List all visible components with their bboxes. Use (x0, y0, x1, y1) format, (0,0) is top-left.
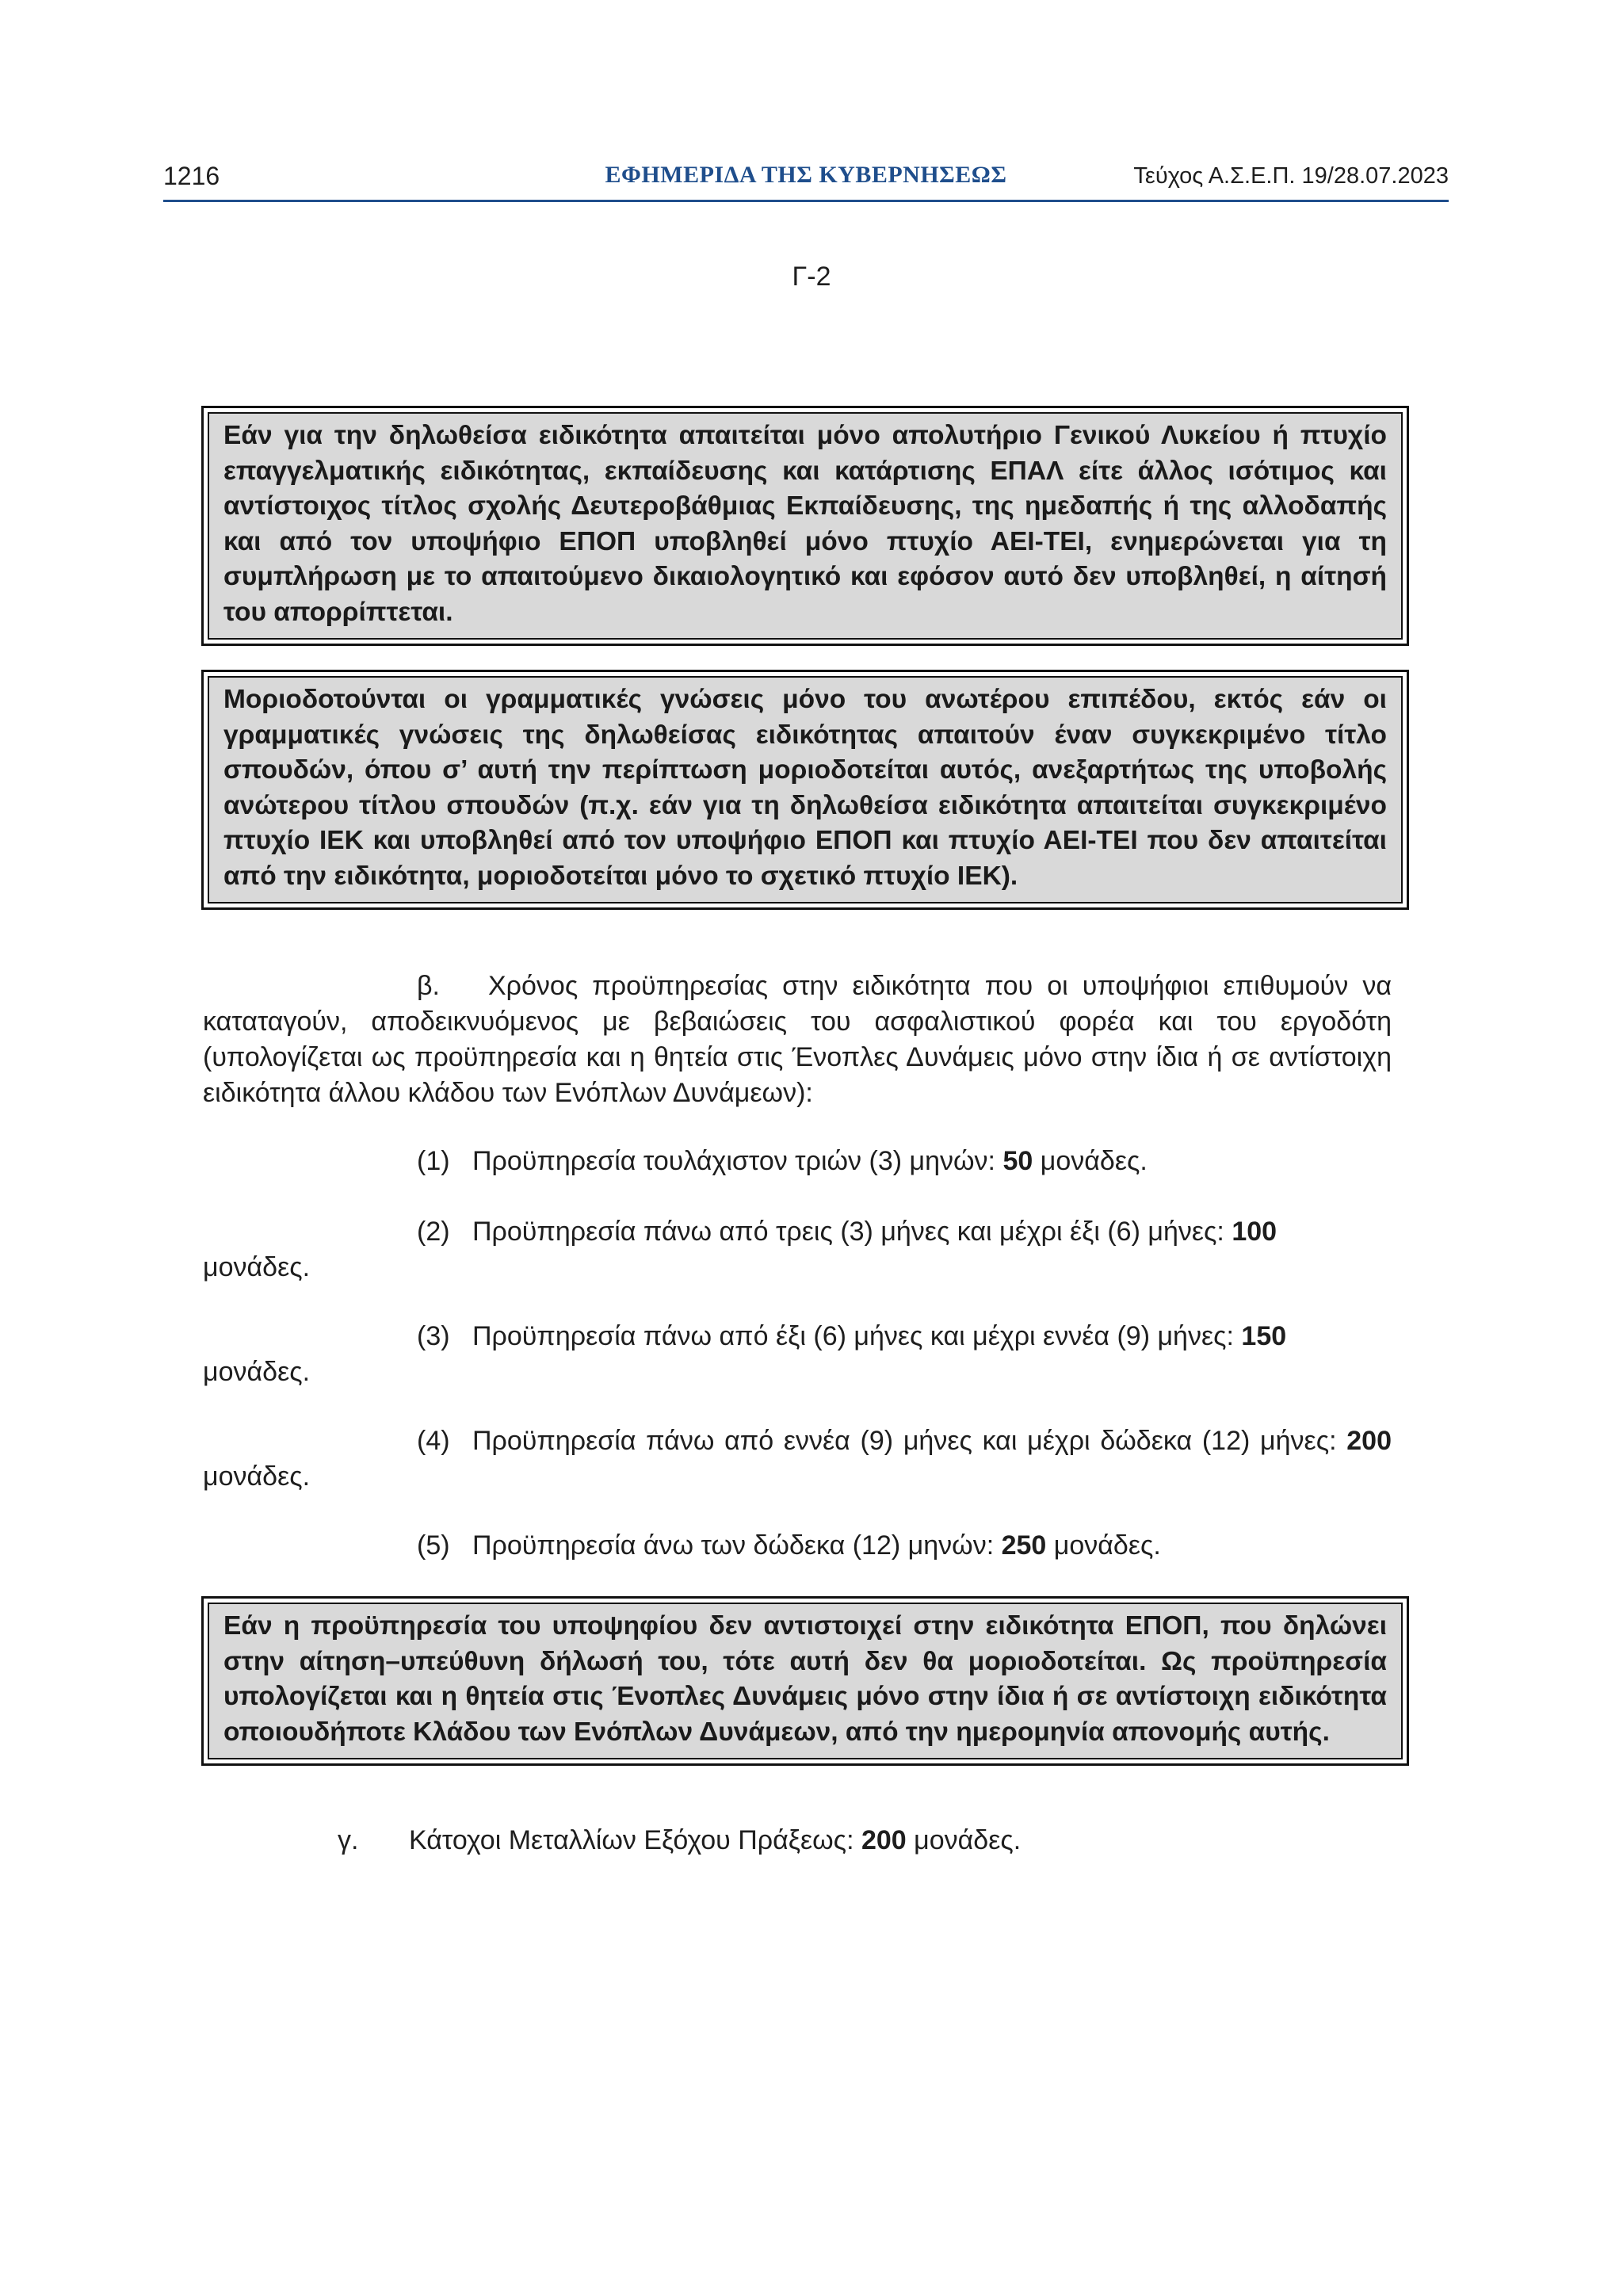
item-number: (4) (417, 1426, 450, 1456)
item-number: (1) (417, 1146, 450, 1176)
section-c-label: γ. (338, 1825, 359, 1855)
list-item-3: (3) Προϋπηρεσία πάνω από έξι (6) μήνες και μέχρι εννέα (9) μήνες: 150 μονάδες. (203, 1319, 1392, 1390)
list-item-5: (5) Προϋπηρεσία άνω των δώδεκα (12) μηνών: 250 μονάδες. (203, 1528, 1392, 1564)
item-points: 50 (1002, 1146, 1033, 1176)
note-box-3-text: Εάν η προϋπηρεσία του υποψηφίου δεν αντιστοιχεί στην ειδικότητα ΕΠΟΠ, που δηλώνει στην αίτηση–υπεύθυνη δήλωσή του, τότε αυτή δεν θα μοριοδοτείται. Ως προϋπηρεσία υπολογίζεται και η θητεία στις Ένοπλες Δυνάμεις μόνο στην ίδια ή σε αντίστοιχη ειδικότητα οποιουδήποτε Κλάδου των Ενόπλων Δυνάμεων, από την ημερομηνία απονομής αυτής. (208, 1603, 1403, 1759)
section-c: γ. Κάτοχοι Μεταλλίων Εξόχου Πράξεως: 200 μονάδες. (203, 1823, 1392, 1859)
section-b-text: Χρόνος προϋπηρεσίας στην ειδικότητα που οι υποψήφιοι επιθυμούν να καταταγούν, αποδεικνυόμενος με βεβαιώσεις του ασφαλιστικού φορέα και του εργοδότη (υπολογίζεται ως προϋπηρεσία και η θητεία στις Ένοπλες Δυνάμεις μόνο στην ίδια ή σε αντίστοιχη ειδικότητα άλλου κλάδου των Ενόπλων Δυνάμεων): (203, 971, 1392, 1108)
list-item-2: (2) Προϋπηρεσία πάνω από τρεις (3) μήνες και μέχρι έξι (6) μήνες: 100 μονάδες. (203, 1214, 1392, 1286)
item-points: 100 (1232, 1217, 1277, 1247)
note-box-2-text: Μοριοδοτούνται οι γραμματικές γνώσεις μόνο του ανωτέρου επιπέδου, εκτός εάν οι γραμματικές γνώσεις της δηλωθείσας ειδικότητας απαιτούν έναν συγκεκριμένο τίτλο σπουδών, όπου σ’ αυτή την περίπτωση μοριοδοτείται αυτός, ανεξαρτήτως της υποβολής ανώτερου τίτλου σπουδών (π.χ. εάν για τη δηλωθείσα ειδικότητα απαιτείται συγκεκριμένο πτυχίο ΙΕΚ και υποβληθεί από τον υποψήφιο ΕΠΟΠ και πτυχίο ΑΕΙ-ΤΕΙ που δεν απαιτείται από την ειδικότητα, μοριοδοτείται μόνο το σχετικό πτυχίο ΙΕΚ). (208, 676, 1403, 904)
section-b (203, 968, 1392, 1111)
page-number: 1216 (163, 162, 220, 190)
item-points: 200 (1346, 1426, 1392, 1456)
page-header (163, 159, 1449, 202)
item-points: 250 (1001, 1530, 1047, 1561)
note-box-2 (201, 670, 1409, 910)
annex-label: Γ-2 (792, 262, 831, 292)
item-number: (3) (417, 1321, 450, 1351)
note-box-1-text: Εάν για την δηλωθείσα ειδικότητα απαιτείται μόνο απολυτήριο Γενικού Λυκείου ή πτυχίο επαγγελματικής ειδικότητας, εκπαίδευσης και κατάρτισης ΕΠΑΛ είτε άλλος ισότιμος και αντίστοιχος τίτλος σχολής Δευτεροβάθμιας Εκπαίδευσης, της ημεδαπής ή της αλλοδαπής και από τον υποψήφιο ΕΠΟΠ υποβληθεί μόνο πτυχίο ΑΕΙ-ΤΕΙ, ενημερώνεται για τη συμπλήρωση με το απαιτούμενο δικαιολογητικό και εφόσον αυτό δεν υποβληθεί, η αίτησή του απορρίπτεται. (208, 412, 1403, 640)
issue-reference: Τεύχος Α.Σ.Ε.Π. 19/28.07.2023 (1133, 163, 1449, 189)
section-c-text: Κάτοχοι Μεταλλίων Εξόχου Πράξεως: (409, 1825, 854, 1855)
note-box-3 (201, 1596, 1409, 1766)
list-item-4: (4) Προϋπηρεσία πάνω από εννέα (9) μήνες και μέχρι δώδεκα (12) μήνες: 200 μονάδες. (203, 1423, 1392, 1495)
section-c-points: 200 (861, 1825, 907, 1855)
list-item-1: (1) Προϋπηρεσία τουλάχιστον τριών (3) μηνών: 50 μονάδες. (203, 1144, 1392, 1179)
item-points: 150 (1241, 1321, 1287, 1351)
item-number: (2) (417, 1217, 450, 1247)
gazette-title: ΕΦΗΜΕΡΙΔΑ ΤΗΣ ΚΥΒΕΡΝΗΣΕΩΣ (605, 162, 1007, 188)
section-b-label: β. (417, 971, 441, 1001)
item-number: (5) (417, 1530, 450, 1561)
note-box-1 (201, 406, 1409, 646)
